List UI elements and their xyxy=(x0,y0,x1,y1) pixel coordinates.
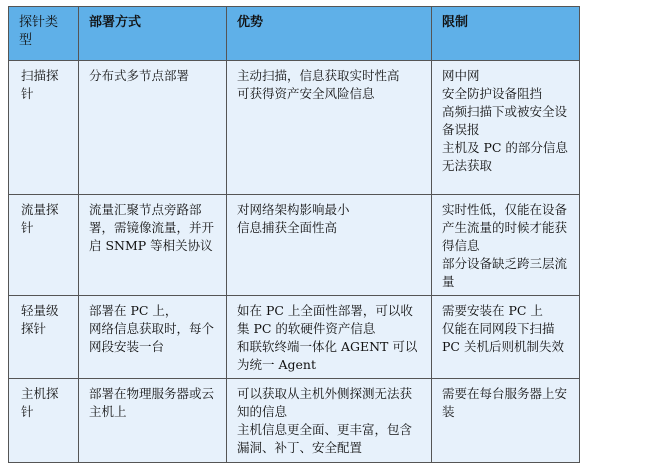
probe-type-cell: 主机探针 xyxy=(9,379,79,463)
cell-line: 高频扫描下或被安全设备误报 xyxy=(442,104,568,137)
cell-line: 可以获取从主机外侧探测无法获知的信息 xyxy=(237,386,413,419)
header-limitations: 限制 xyxy=(432,7,580,61)
cell-line: 部署在物理服务器或云主机上 xyxy=(89,386,215,419)
table-row xyxy=(9,296,580,379)
cell-line: 信息捕获全面性高 xyxy=(237,220,338,235)
cell-line: 实时性低，仅能在设备产生流量的时候才能获得信息 xyxy=(442,202,568,253)
advantage-cell xyxy=(227,379,432,463)
header-probe-type: 探针类型 xyxy=(9,7,79,61)
header-advantages: 优势 xyxy=(227,7,432,61)
cell-line: 需要在每台服务器上安装 xyxy=(442,386,568,419)
cell-line: 需要安装在 PC 上 xyxy=(442,303,543,318)
probe-type-cell: 轻量级探针 xyxy=(9,296,79,379)
cell-line: 网中网 xyxy=(442,68,480,83)
cell-line: 对网络架构影响最小 xyxy=(237,202,350,217)
header-deployment: 部署方式 xyxy=(79,7,227,61)
cell-line: 分布式多节点部署 xyxy=(89,68,190,83)
cell-line: 部署在 PC 上， xyxy=(89,303,178,318)
probe-type-cell: 流量探针 xyxy=(9,195,79,296)
cell-line: 网络信息获取时，每个网段安装一台 xyxy=(89,321,215,354)
table-row xyxy=(9,61,580,195)
deployment-cell xyxy=(79,195,227,296)
table-row xyxy=(9,195,580,296)
deployment-cell xyxy=(79,61,227,195)
cell-line: 和联软终端一体化 AGENT 可以为统一 Agent xyxy=(237,339,418,372)
cell-line: 主动扫描，信息获取实时性高 xyxy=(237,68,400,83)
advantage-cell xyxy=(227,195,432,296)
cell-line: PC 关机后则机制失效 xyxy=(442,339,564,354)
cell-line: 流量汇聚节点旁路部署，需镜像流量，并开启 SNMP 等相关协议 xyxy=(89,202,215,253)
advantage-cell xyxy=(227,61,432,195)
probe-comparison-table xyxy=(8,6,580,463)
limitation-cell xyxy=(432,296,580,379)
probe-type-cell: 扫描探针 xyxy=(9,61,79,195)
table-row xyxy=(9,379,580,463)
table-header-row xyxy=(9,7,580,61)
cell-line: 部分设备缺乏跨三层流量 xyxy=(442,256,568,289)
cell-line: 主机及 PC 的部分信息无法获取 xyxy=(442,140,568,173)
cell-line: 可获得资产安全风险信息 xyxy=(237,86,375,101)
cell-line: 主机信息更全面、更丰富，包含漏洞、补丁、安全配置 xyxy=(237,422,413,455)
deployment-cell xyxy=(79,379,227,463)
limitation-cell xyxy=(432,379,580,463)
limitation-cell xyxy=(432,61,580,195)
limitation-cell xyxy=(432,195,580,296)
cell-line: 如在 PC 上全面性部署，可以收集 PC 的软硬件资产信息 xyxy=(237,303,413,336)
cell-line: 安全防护设备阻挡 xyxy=(442,86,543,101)
advantage-cell xyxy=(227,296,432,379)
deployment-cell xyxy=(79,296,227,379)
cell-line: 仅能在同网段下扫描 xyxy=(442,321,555,336)
